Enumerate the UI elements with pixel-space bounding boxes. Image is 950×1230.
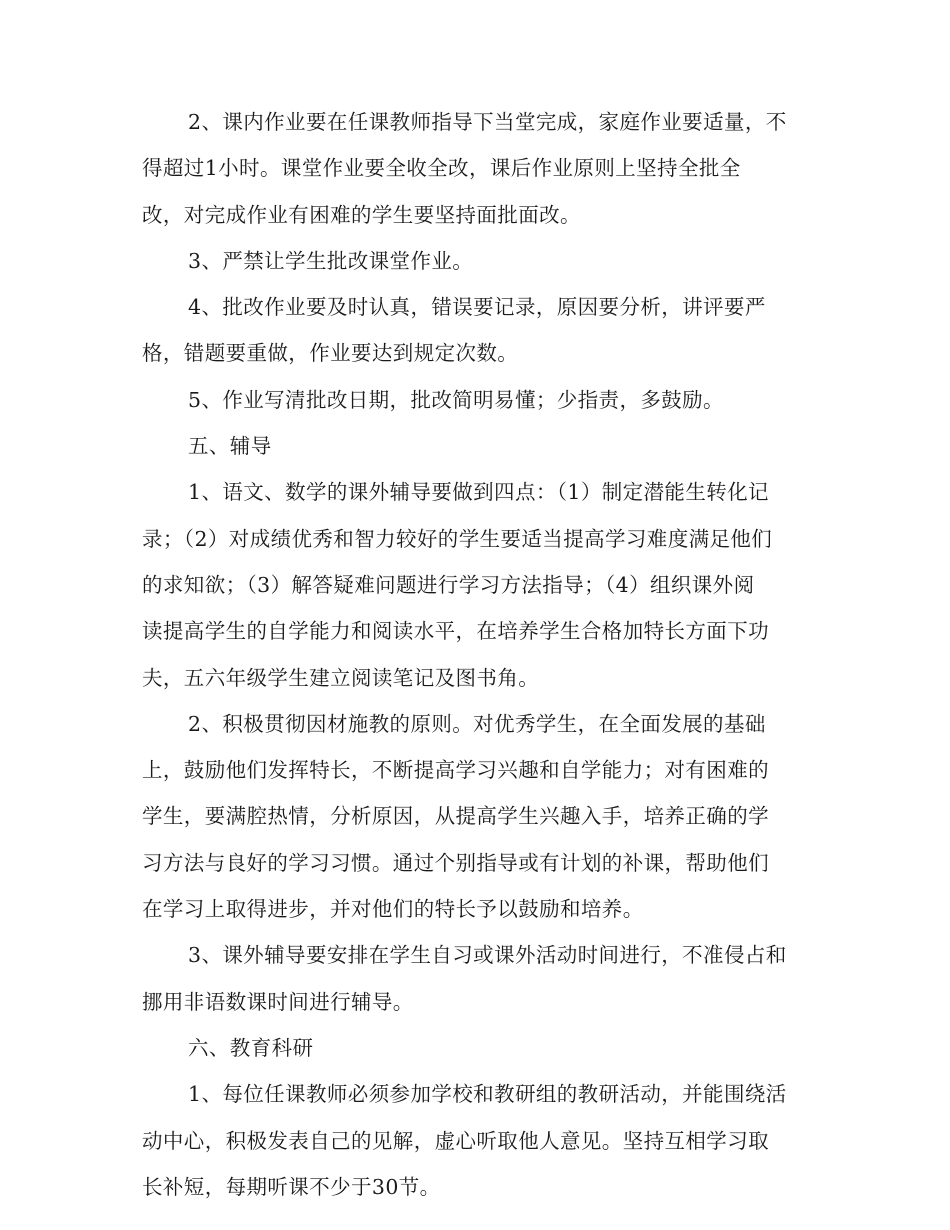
section-heading [142,1025,810,1071]
paragraph [142,1071,810,1210]
text-line: 习方法与良好的学习习惯。通过个别指导或有计划的补课，帮助他们 [142,850,769,875]
text-line: 六、教育科研 [188,1035,314,1060]
text-line: 1、语文、数学的课外辅导要做到四点：（1）制定潜能生转化记 [188,480,769,505]
document-body [142,99,810,1210]
paragraph [142,932,810,1025]
text-line: 动中心，积极发表自己的见解，虚心听取他人意见。坚持互相学习取 [142,1128,769,1153]
text-line: 改，对完成作业有困难的学生要坚持面批面改。 [142,202,581,227]
text-line: 得超过1小时。课堂作业要全收全改，课后作业原则上坚持全批全 [142,156,741,181]
text-line: 5、作业写清批改日期，批改简明易懂；少指责，多鼓励。 [188,387,724,412]
text-line: 的求知欲；（3）解答疑难问题进行学习方法指导；（4）组织课外阅 [142,572,755,597]
text-line: 学生，要满腔热情，分析原因，从提高学生兴趣入手，培养正确的学 [142,804,769,829]
text-line: 2、课内作业要在任课教师指导下当堂完成，家庭作业要适量，不 [188,110,787,134]
section-heading [142,423,810,469]
text-line: 挪用非语数课时间进行辅导。 [142,989,414,1014]
text-line: 上，鼓励他们发挥特长，不断提高学习兴趣和自学能力；对有困难的 [142,758,769,783]
text-line: 读提高学生的自学能力和阅读水平，在培养学生合格加特长方面下功 [142,619,769,644]
text-line: 在学习上取得进步，并对他们的特长予以鼓励和培养。 [142,897,644,922]
paragraph [142,99,810,238]
text-line: 3、严禁让学生批改课堂作业。 [188,248,474,273]
text-line: 夫，五六年级学生建立阅读笔记及图书角。 [142,665,540,690]
text-line: 格，错题要重做，作业要达到规定次数。 [142,341,519,366]
text-line: 五、辅导 [188,434,272,459]
paragraph [142,701,810,932]
paragraph [142,469,810,700]
text-line: 3、课外辅导要安排在学生自习或课外活动时间进行，不准侵占和 [188,943,787,968]
text-line: 2、积极贯彻因材施教的原则。对优秀学生，在全面发展的基础 [188,711,766,736]
text-line: 1、每位任课教师必须参加学校和教研组的教研活动，并能围绕活 [188,1082,787,1107]
text-line: 4、批改作业要及时认真，错误要记录，原因要分析，讲评要严 [188,295,766,320]
text-line: 录；（2）对成绩优秀和智力较好的学生要适当提高学习难度满足他们 [142,526,773,551]
paragraph [142,238,810,284]
paragraph [142,284,810,377]
paragraph [142,377,810,423]
text-line: 长补短，每期听课不少于30节。 [142,1174,441,1199]
